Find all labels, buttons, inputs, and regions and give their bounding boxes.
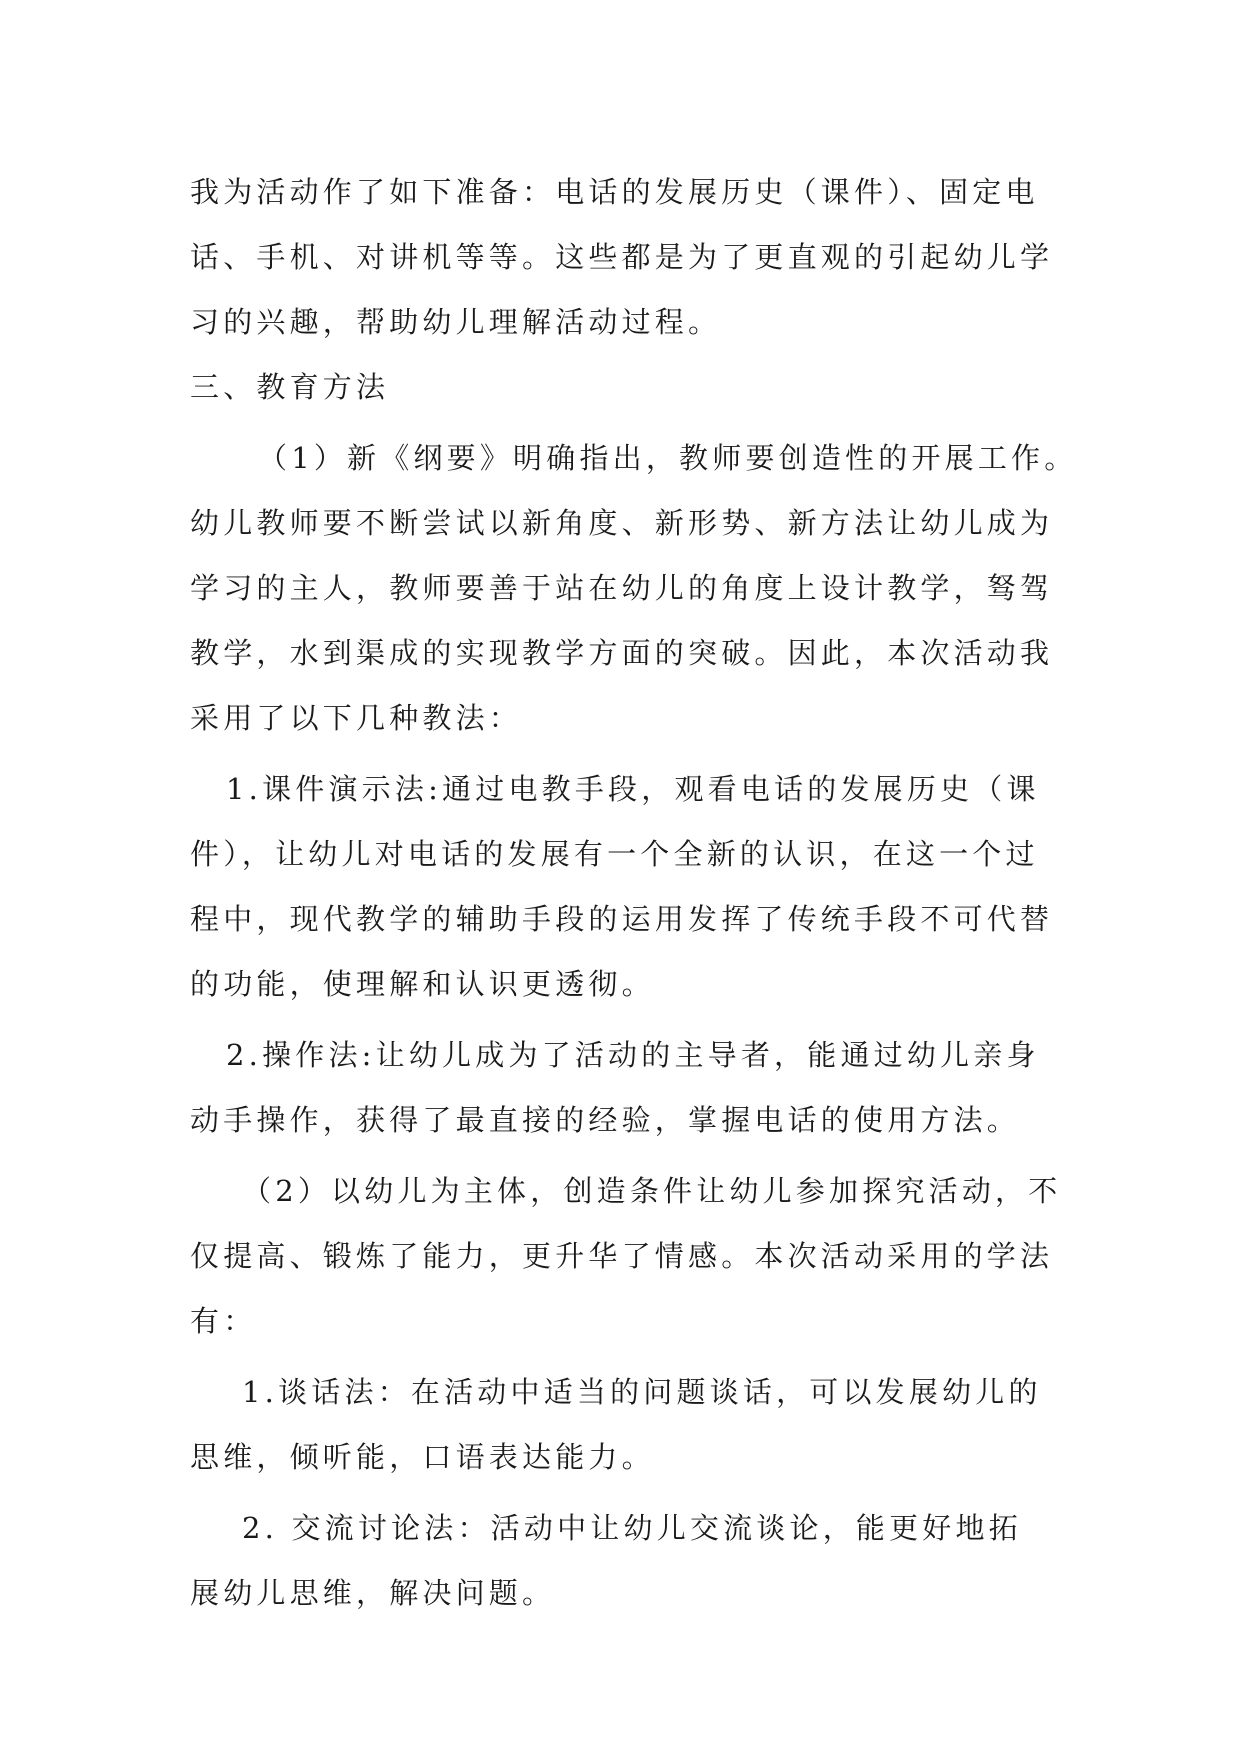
paragraph-line: 我为活动作了如下准备：电话的发展历史（课件）、固定电 — [190, 175, 1039, 209]
paragraph-line: 有： — [190, 1304, 257, 1338]
paragraph-line: 幼儿教师要不断尝试以新角度、新形势、新方法让幼儿成为 — [190, 506, 1054, 540]
paragraph-line: （1）新《纲要》明确指出，教师要创造性的开展工作。 — [258, 441, 1078, 475]
paragraph-line: 件），让幼儿对电话的发展有一个全新的认识，在这一个过 — [190, 837, 1039, 871]
paragraph-line: 程中，现代教学的辅助手段的运用发挥了传统手段不可代替 — [190, 902, 1054, 936]
paragraph-line: 话、手机、对讲机等等。这些都是为了更直观的引起幼儿学 — [190, 240, 1054, 274]
paragraph-line: 的功能，使理解和认识更透彻。 — [190, 967, 655, 1001]
paragraph-line: 仅提高、锻炼了能力，更升华了情感。本次活动采用的学法 — [190, 1239, 1054, 1273]
paragraph-line: 教学，水到渠成的实现教学方面的突破。因此，本次活动我 — [190, 636, 1054, 670]
paragraph-line: 学习的主人，教师要善于站在幼儿的角度上设计教学，驽驾 — [190, 571, 1054, 605]
paragraph-line: （2）以幼儿为主体，创造条件让幼儿参加探究活动，不 — [242, 1174, 1062, 1208]
paragraph-line: 采用了以下几种教法： — [190, 701, 523, 735]
section-heading: 三、教育方法 — [190, 370, 390, 404]
list-item-line: 2. 交流讨论法：活动中让幼儿交流谈论，能更好地拓 — [242, 1511, 1022, 1545]
paragraph-line: 动手操作，获得了最直接的经验，掌握电话的使用方法。 — [190, 1103, 1021, 1137]
document-body — [190, 160, 1078, 1626]
list-item-line: 2.操作法:让幼儿成为了活动的主导者，能通过幼儿亲身 — [226, 1038, 1040, 1072]
paragraph-line: 习的兴趣，帮助幼儿理解活动过程。 — [190, 305, 722, 339]
list-item-line: 1.课件演示法:通过电教手段，观看电话的发展历史（课 — [226, 772, 1040, 806]
paragraph-line: 思维，倾听能，口语表达能力。 — [190, 1440, 655, 1474]
paragraph-line: 展幼儿思维，解决问题。 — [190, 1576, 556, 1610]
list-item-line: 1.谈话法：在活动中适当的问题谈话，可以发展幼儿的 — [242, 1375, 1042, 1409]
